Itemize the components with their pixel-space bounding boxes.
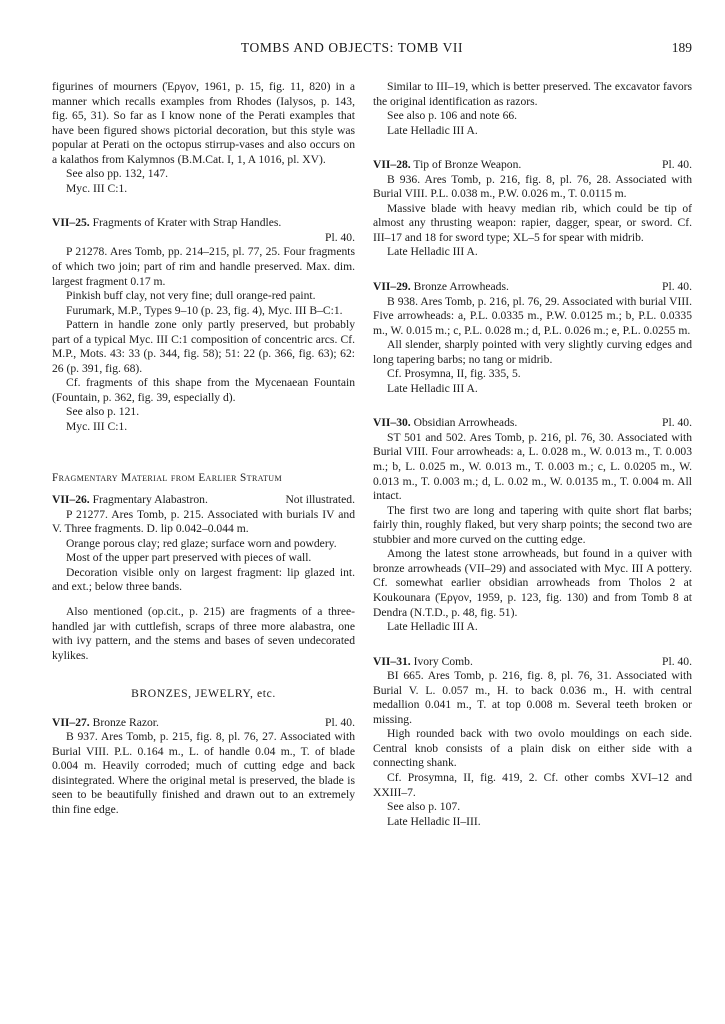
paragraph: See also p. 121.	[66, 405, 140, 419]
paragraph: See also p. 106 and note 66.	[387, 109, 518, 123]
paragraph: Among the latest stone arrowheads, but found in a quiver with bronze arrowheads (VII–29) and associated with Myc. III A pottery. Cf. somewhat earlier obsidian arrowheads from Tholos 2 at Koukounara (Έργον, 1959, p. 123, fig. 130) and from Tomb 8 at Dendra (N.T.D., p. 48, fig. 51).	[373, 547, 692, 619]
paragraph: B 938. Ares Tomb, p. 216, pl. 76, 29. Associated with burial VIII. Five arrowheads: a, P.L. 0.0335 m., P.W. 0.0125 m.; b, P.L. 0.0335 m., W. 0.015 m.; c, P.L. 0.028 m.; d, P.L. 0.026 m.; e, P.L. 0.0255 m.	[373, 294, 692, 337]
entry-title: Ivory Comb.	[413, 654, 473, 668]
entry-number: VII–28.	[373, 158, 411, 172]
plate-reference: Pl. 40.	[325, 230, 355, 244]
spacer	[52, 435, 355, 453]
paragraph: Late Helladic III A.	[387, 123, 478, 137]
entry-number: VII–26.	[52, 493, 90, 507]
paragraph: Similar to III–19, which is better preserved. The excavator favors the original identification as razors.	[373, 80, 692, 108]
entry-heading-vii-26	[52, 493, 355, 508]
paragraph: Massive blade with heavy median rib, which could be tip of almost any thrusting weapon: rapier, dagger, spear, or sword. Cf. III–17 and 18 for sword type; XL–5 for spear with midrib.	[373, 201, 692, 244]
spacer	[52, 595, 355, 605]
entry-heading-vii-30	[373, 416, 692, 431]
entry-number: VII–27.	[52, 715, 90, 729]
paragraph: B 936. Ares Tomb, p. 216, fig. 8, pl. 76, 28. Associated with Burial VIII. P.L. 0.038 m., P.W. 0.026 m., T. 0.0115 m.	[373, 172, 692, 201]
paragraph: Myc. III C:1.	[66, 420, 128, 434]
entry-number: VII–29.	[373, 280, 411, 294]
left-column	[52, 80, 355, 818]
paragraph: B 937. Ares Tomb, p. 215, fig. 8, pl. 76, 27. Associated with Burial VIII. P.L. 0.164 m., L. of handle 0.04 m., T. of blade 0.004 m. Heavily corroded; much of cutting edge and back disintegrated. Where the original metal is preserved, the blade is seen to be beautifully finished and drawn out to an extremely thin fine edge.	[52, 730, 355, 816]
entry-heading-vii-31	[373, 655, 692, 670]
paragraph: See also p. 107.	[387, 800, 461, 814]
entry-heading-vii-27	[52, 716, 355, 731]
spacer	[373, 138, 692, 148]
paragraph: Orange porous clay; red glaze; surface worn and powdery.	[66, 536, 337, 550]
entry-heading-vii-25	[52, 216, 355, 231]
plate-reference: Pl. 40.	[325, 715, 355, 729]
paragraph: Cf. Prosymna, II, fig. 419, 2. Cf. other combs XVI–12 and XXIII–7.	[373, 770, 692, 799]
paragraph: The first two are long and tapering with quite short flat barbs; fairly thin, roughly flaked, but very sharp points; the second two are stubbier and more curved on the cutting edge.	[373, 503, 692, 546]
paragraph: High rounded back with two ovolo mouldings on each side. Central knob consists of a plain disk on either side with a connecting shank.	[373, 727, 692, 770]
paragraph: Pattern in handle zone only partly preserved, but probably part of a typical Myc. III C:1 composition of concentric arcs. Cf. M.P., Mots. 43: 33 (p. 344, fig. 58); 51: 22 (p. 366, fig. 63); 62: 26 (p. 391, fig. 68).	[52, 318, 355, 375]
plate-reference: Pl. 40.	[662, 416, 692, 430]
paragraph: ST 501 and 502. Ares Tomb, p. 216, pl. 76, 30. Associated with Burial VIII. Four arrowheads: a, L. 0.028 m., W. 0.013 m., T. 0.003 m.; b, L. 0.025 m., W. 0.013 m., T. 0.003 m.; c, L. 0.0205 m., W. 0.013 m., T. 0.003 m.; d, L. 0.02 m., W. 0.0135 m., T. 0.004 m. All intact.	[373, 430, 692, 503]
entry-heading-vii-29	[373, 280, 692, 295]
entry-title: Fragments of Krater with Strap Handles.	[92, 216, 282, 230]
entry-number: VII–30.	[373, 416, 411, 430]
entry-heading-vii-28	[373, 158, 692, 173]
paragraph: P 21278. Ares Tomb, pp. 214–215, pl. 77, 25. Four fragments of which two join; part of rim and handle preserved. Max. dim. largest fragment 0.17 m.	[52, 245, 355, 288]
paragraph: Most of the upper part preserved with pieces of wall.	[66, 551, 312, 565]
plate-reference: Pl. 40.	[662, 654, 692, 668]
entry-title: Obsidian Arrowheads.	[413, 416, 518, 430]
spacer	[52, 196, 355, 206]
paragraph: BI 665. Ares Tomb, p. 216, fig. 8, pl. 76, 31. Associated with Burial V. L. 0.057 m., H. to back 0.036 m., H. with central medallion 0.041 m., T. at top 0.008 m. Several teeth broken or missing.	[373, 669, 692, 726]
paragraph: Late Helladic III A.	[387, 245, 478, 259]
paragraph: Also mentioned (op.cit., p. 215) are fragments of a three-handled jar with cuttlefish, scraps of three more alabastra, one with ivy pattern, and the stems and bases of seven undecorated kylikes.	[52, 604, 355, 662]
paragraph: All slender, sharply pointed with very slightly curving edges and long tapering barbs; no tang or midrib.	[373, 338, 692, 366]
entry-title: Fragmentary Alabastron.	[92, 493, 208, 507]
paragraph: Myc. III C:1.	[66, 181, 128, 195]
page-header	[52, 40, 692, 60]
paragraph: Cf. fragments of this shape from the Mycenaean Fountain (Fountain, p. 362, fig. 39, especially d).	[52, 376, 355, 404]
paragraph: Cf. Prosymna, II, fig. 335, 5.	[387, 367, 521, 381]
spacer	[373, 635, 692, 645]
entry-number: VII–25.	[52, 216, 90, 230]
entry-number: VII–31.	[373, 654, 411, 668]
paragraph: P 21277. Ares Tomb, p. 215. Associated with burials IV and V. Three fragments. D. lip 0.042–0.044 m.	[52, 507, 355, 536]
plate-reference: Pl. 40.	[662, 280, 692, 294]
plate-reference: Not illustrated.	[285, 493, 355, 507]
section-heading: Fragmentary Material from Earlier Stratum	[52, 471, 282, 484]
section-heading: BRONZES, JEWELRY, etc.	[131, 687, 276, 701]
paragraph: Late Helladic III A.	[387, 381, 478, 395]
paragraph: Late Helladic III A.	[387, 620, 478, 634]
plate-reference: Pl. 40.	[662, 158, 692, 172]
paragraph: Late Helladic II–III.	[387, 814, 481, 828]
spacer	[373, 396, 692, 406]
entry-title: Tip of Bronze Weapon.	[413, 158, 522, 172]
entry-title: Bronze Arrowheads.	[413, 280, 509, 294]
right-column	[373, 80, 692, 829]
paragraph: figurines of mourners (Έργον, 1961, p. 15, fig. 11, 820) in a manner which recalls examples from Rhodes (Ialysos, p. 143, fig. 65, 31). So far as I know none of the Perati examples that have been figured shows pictorial decoration, but this style was popular at Perati on the octopus stirrup-vases and also occurs on a kalathos from Kalymnos (B.M.Cat. I, 1, A 1016, pl. XV).	[52, 80, 355, 166]
entry-title: Bronze Razor.	[92, 715, 159, 729]
paragraph: See also pp. 132, 147.	[66, 167, 169, 181]
paragraph: Furumark, M.P., Types 9–10 (p. 23, fig. 4), Myc. III B–C:1.	[66, 303, 343, 317]
paragraph: Decoration visible only on largest fragment: lip glazed int. and ext.; below three bands.	[52, 565, 355, 594]
page-number: 189	[671, 40, 692, 55]
spacer	[373, 260, 692, 270]
paragraph: Pinkish buff clay, not very fine; dull orange-red paint.	[66, 289, 316, 303]
running-head: TOMBS AND OBJECTS: TOMB VII	[240, 40, 464, 55]
